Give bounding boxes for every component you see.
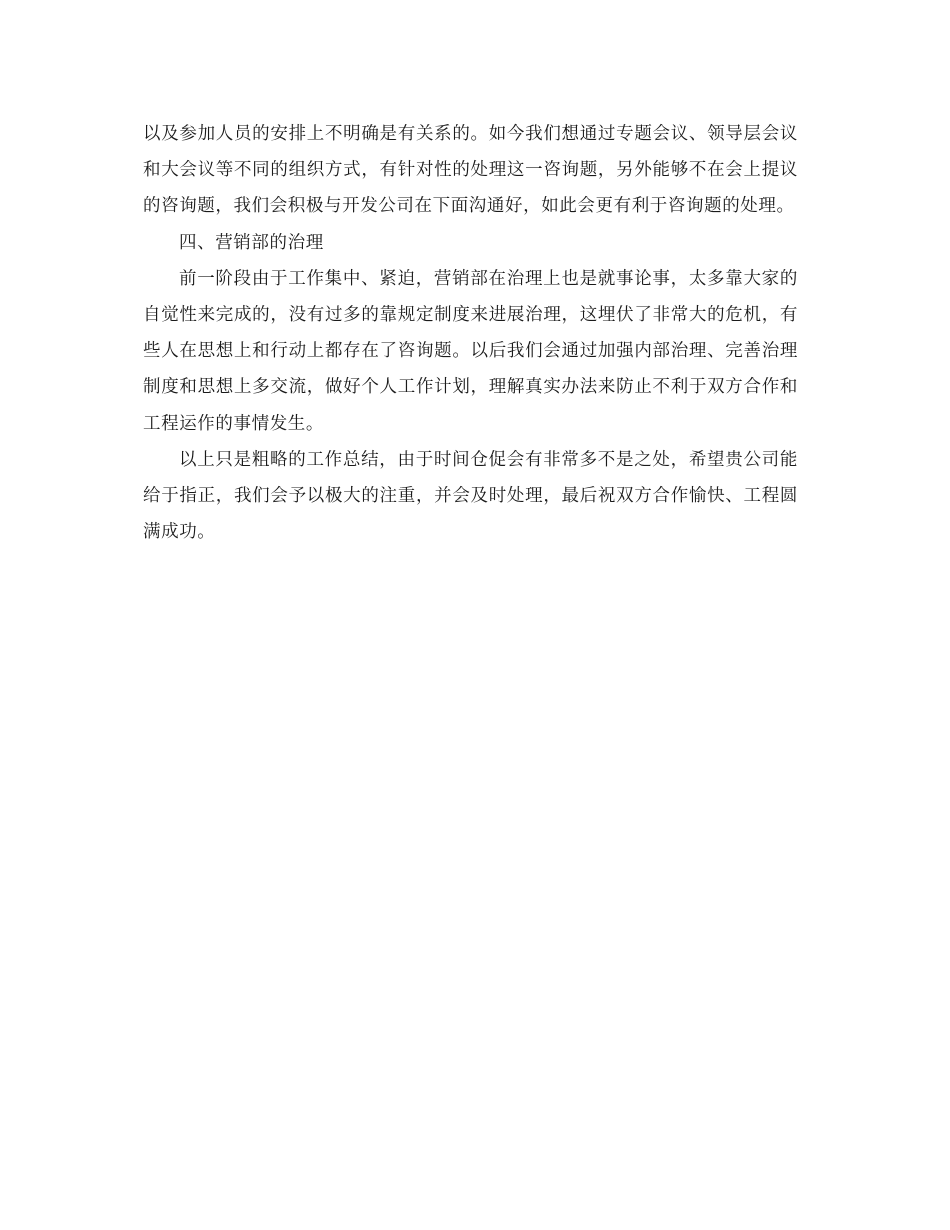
document-body [143,116,798,550]
section-heading-marketing-management: 四、营销部的治理 [179,232,324,253]
paragraph-marketing-management: 前一阶段由于工作集中、紧迫，营销部在治理上也是就事论事，太多靠大家的自觉性来完成的，没有过多的靠规定制度来进展治理，这埋伏了非常大的危机，有些人在思想上和行动上都存在了咨询题。以后我们会通过加强内部治理、完善治理制度和思想上多交流，做好个人工作计划，理解真实办法来防止不利于双方合作和工程运作的事情发生。 [143,268,798,434]
paragraph-closing-summary: 以上只是粗略的工作总结，由于时间仓促会有非常多不是之处，希望贵公司能给于指正，我们会予以极大的注重，并会及时处理，最后祝双方合作愉快、工程圆满成功。 [143,449,798,543]
paragraph-continuation: 以及参加人员的安排上不明确是有关系的。如今我们想通过专题会议、领导层会议和大会议等不同的组织方式，有针对性的处理这一咨询题，另外能够不在会上提议的咨询题，我们会积极与开发公司在下面沟通好，如此会更有利于咨询题的处理。 [143,124,798,217]
